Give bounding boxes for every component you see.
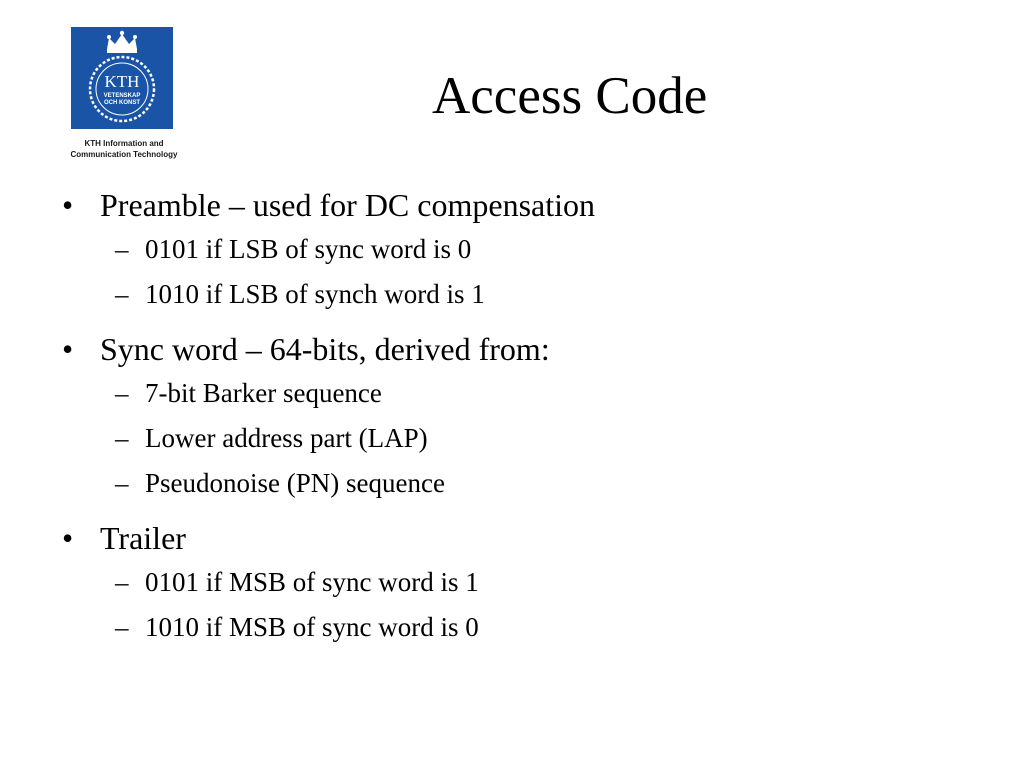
bullet-list bbox=[60, 183, 980, 650]
bullet-text: Preamble – used for DC compensation bbox=[100, 187, 595, 223]
sub-item bbox=[60, 416, 980, 461]
kth-mark-line2: VETENSKAP bbox=[103, 93, 141, 99]
logo-caption-line2: Communication Technology bbox=[70, 150, 178, 159]
kth-emblem-graphic bbox=[71, 27, 173, 129]
sub-item bbox=[60, 560, 980, 605]
bullet-text: Trailer bbox=[100, 520, 186, 556]
sub-item bbox=[60, 371, 980, 416]
dash-icon: – bbox=[115, 423, 129, 453]
sub-item-text: 1010 if MSB of sync word is 0 bbox=[145, 612, 479, 642]
logo-caption bbox=[54, 138, 194, 160]
sub-item-text: Pseudonoise (PN) sequence bbox=[145, 468, 445, 498]
sub-list bbox=[60, 227, 980, 317]
kth-emblem bbox=[71, 27, 173, 129]
sub-item bbox=[60, 227, 980, 272]
sub-item-text: 7-bit Barker sequence bbox=[145, 378, 382, 408]
sub-item-text: Lower address part (LAP) bbox=[145, 423, 428, 453]
logo-caption-line1: KTH Information and bbox=[84, 139, 164, 148]
kth-mark-line3: OCH KONST bbox=[104, 100, 140, 106]
dash-icon: – bbox=[115, 279, 129, 309]
bullet-dot-icon: • bbox=[62, 331, 74, 367]
sub-item-text: 0101 if MSB of sync word is 1 bbox=[145, 567, 479, 597]
dash-icon: – bbox=[115, 378, 129, 408]
bullet-dot-icon: • bbox=[62, 520, 74, 556]
slide-title: Access Code bbox=[432, 67, 708, 125]
sub-item-text: 1010 if LSB of synch word is 1 bbox=[145, 279, 485, 309]
dash-icon: – bbox=[115, 567, 129, 597]
sub-item bbox=[60, 461, 980, 506]
sub-list bbox=[60, 371, 980, 506]
sub-item bbox=[60, 605, 980, 650]
bullet-item bbox=[60, 516, 980, 650]
sub-item-text: 0101 if LSB of sync word is 0 bbox=[145, 234, 472, 264]
dash-icon: – bbox=[115, 612, 129, 642]
bullet-dot-icon: • bbox=[62, 187, 74, 223]
bullet-item bbox=[60, 183, 980, 317]
dash-icon: – bbox=[115, 468, 129, 498]
bullet-item bbox=[60, 327, 980, 506]
sub-list bbox=[60, 560, 980, 650]
bullet-text: Sync word – 64-bits, derived from: bbox=[100, 331, 550, 367]
dash-icon: – bbox=[115, 234, 129, 264]
kth-mark-text: KTH bbox=[104, 72, 140, 91]
kth-logo bbox=[54, 27, 194, 162]
sub-item bbox=[60, 272, 980, 317]
